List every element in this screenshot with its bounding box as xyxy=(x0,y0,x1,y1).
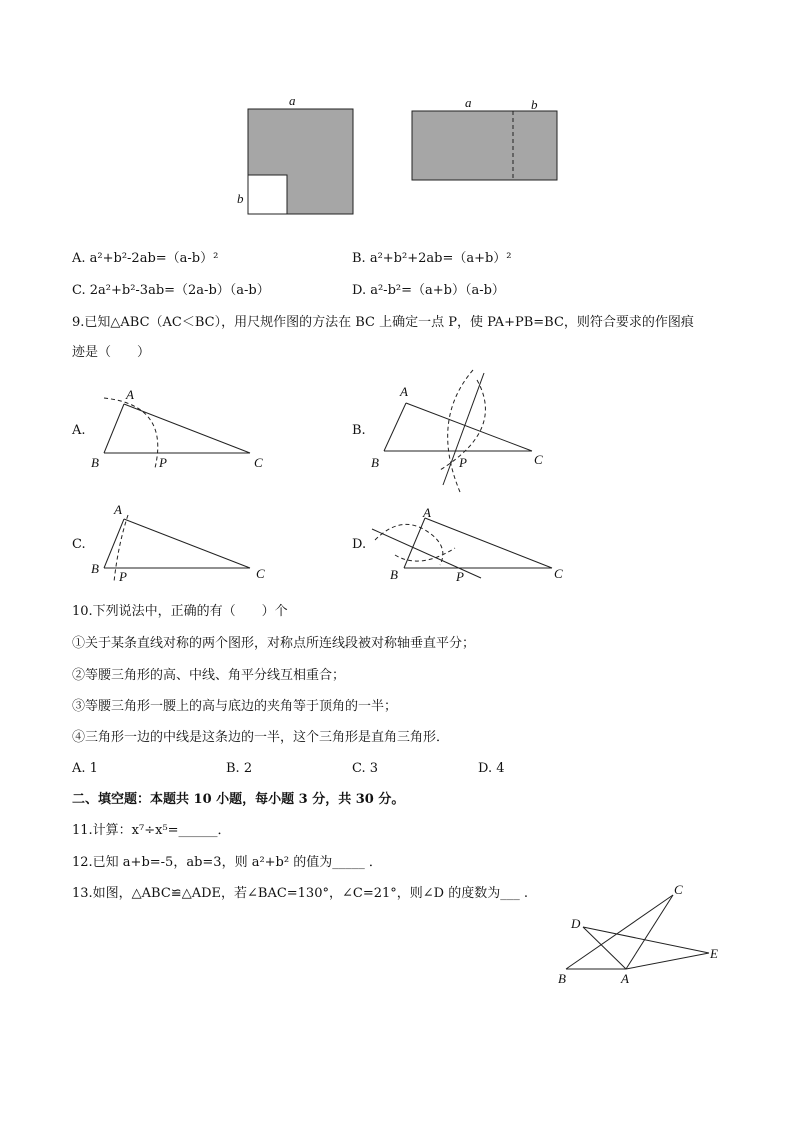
q9c-label-a: A xyxy=(114,502,122,517)
q9-stem-line1: 9.已知△ABC（AC＜BC），用尺规作图的方法在 BC 上确定一点 P，使 PA+PB=BC，则符合要求的作图痕 xyxy=(72,315,694,330)
q9b-label-c: C xyxy=(534,452,543,467)
q11: 11.计算：x⁷÷x⁵=______． xyxy=(72,823,231,838)
q10-statement-1: ①关于某条直线对称的两个图形，对称点所连线段被对称轴垂直平分； xyxy=(72,636,476,651)
q9d-label-a: A xyxy=(423,505,431,520)
q8-option-c: C. 2a²+b²-3ab=（2a-b）（a-b） xyxy=(72,283,270,298)
q9d-label-p: P xyxy=(456,569,464,584)
q13-label-d: D xyxy=(571,916,581,931)
q8-option-a: A. a²+b²-2ab=（a-b）² xyxy=(72,251,219,266)
q10-option-a: A. 1 xyxy=(72,761,98,776)
q8-option-b: B. a²+b²+2ab=（a+b）² xyxy=(352,251,512,266)
q8-option-d: D. a²-b²=（a+b）（a-b） xyxy=(352,283,505,298)
q10-option-b: B. 2 xyxy=(226,761,253,776)
rect-label-a: a xyxy=(465,95,472,110)
q13-label-e: E xyxy=(710,946,718,961)
rect-label-b: b xyxy=(531,97,538,112)
q9a-label-c: C xyxy=(254,455,263,470)
q9-option-b-label: B. xyxy=(352,423,366,438)
q10-statement-2: ②等腰三角形的高、中线、角平分线互相重合； xyxy=(72,668,346,683)
q10-stem: 10.下列说法中，正确的有（ ）个 xyxy=(72,604,288,619)
q9-stem-line2: 迹是（ ） xyxy=(72,345,151,360)
q13-label-b: B xyxy=(558,971,566,986)
q9-option-c-label: C. xyxy=(72,537,86,552)
q12: 12.已知 a+b=-5，ab=3，则 a²+b² 的值为_____ ． xyxy=(72,855,382,870)
q10-option-d: D. 4 xyxy=(478,761,505,776)
q10-option-c: C. 3 xyxy=(352,761,379,776)
q9-option-a-label: A. xyxy=(72,423,86,438)
q13: 13.如图，△ABC≌△ADE，若∠BAC=130°，∠C=21°，则∠D 的度数为___ . xyxy=(72,886,528,901)
square-label-b: b xyxy=(237,191,244,206)
q9a-label-a: A xyxy=(126,387,134,402)
q9-option-d-label: D. xyxy=(352,537,367,552)
square-label-a: a xyxy=(289,93,296,108)
q9d-label-c: C xyxy=(554,566,563,581)
q13-label-c: C xyxy=(674,882,683,897)
q9d-label-b: B xyxy=(390,567,398,582)
q10-statement-3: ③等腰三角形一腰上的高与底边的夹角等于顶角的一半； xyxy=(72,699,398,714)
q9b-label-a: A xyxy=(400,384,408,399)
q9c-label-c: C xyxy=(256,566,265,581)
q9b-label-b: B xyxy=(371,455,379,470)
q9a-label-p: P xyxy=(159,455,167,470)
q9a-label-b: B xyxy=(91,455,99,470)
q10-statement-4: ④三角形一边的中线是这条边的一半，这个三角形是直角三角形． xyxy=(72,730,450,745)
q9c-label-p: P xyxy=(119,569,127,584)
q13-label-a: A xyxy=(621,971,629,986)
q9c-label-b: B xyxy=(91,561,99,576)
section-heading: 二、填空题：本题共 10 小题，每小题 3 分，共 30 分。 xyxy=(72,792,405,807)
q9b-label-p: P xyxy=(459,455,467,470)
